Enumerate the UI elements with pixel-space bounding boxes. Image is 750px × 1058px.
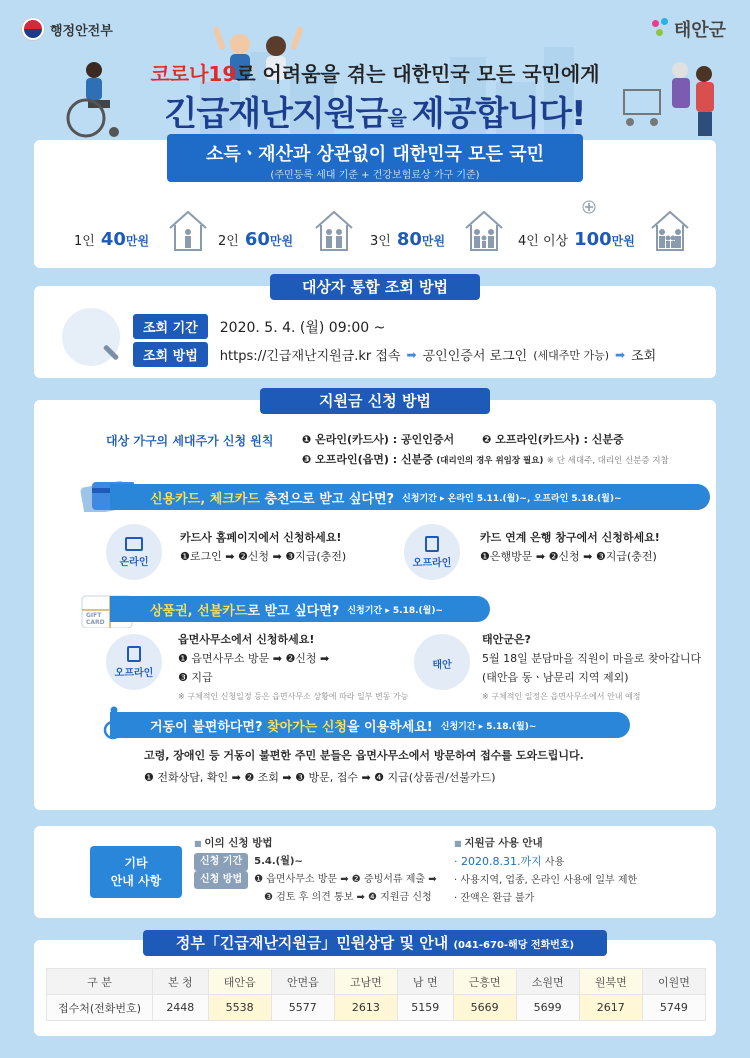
lookup-method-row [133, 342, 656, 367]
voucher-offline-note: ※ 구체적인 신청일정 등은 읍면사무소 상황에 따라 일부 변동 가능 [178, 692, 409, 701]
amount-unit: 만원 [421, 234, 446, 248]
usage-deadline-suffix: 사용 [541, 857, 565, 868]
voucher-offline-badge [106, 634, 162, 690]
lookup-method-tag: 조회 방법 [133, 342, 208, 367]
house-1-icon [166, 208, 210, 252]
apply-principle: 대상 가구의 세대주가 신청 원칙 [106, 434, 274, 448]
lookup-title: 대상자 통합 조회 방법 [270, 274, 480, 300]
lookup-period-value: 2020. 5. 4. (월) 09:00 ~ [219, 319, 386, 336]
ministry-logo [22, 18, 113, 40]
lookup-period-row [133, 314, 385, 339]
lookup-url[interactable]: https://긴급재난지원금.kr 접속 [219, 349, 401, 364]
table-header-row [47, 969, 706, 995]
table-header-cell: 태안읍 [208, 969, 271, 995]
lookup-period-tag: 조회 기간 [133, 314, 208, 339]
principle-online: ❶ 온라인(카드사) : 공인인증서 [302, 433, 455, 446]
card-section-title [150, 488, 394, 507]
taean-info [482, 630, 701, 706]
taean-badge [414, 634, 470, 690]
card-section-title-rest: 충전으로 받고 싶다면? [259, 491, 395, 507]
table-cell: 2617 [579, 995, 642, 1021]
contact-title-text: 정부「긴급재난지원금」민원상담 및 안내 [175, 934, 449, 952]
visit-description: 고령, 장애인 등 거동이 불편한 주민 분들은 읍면사무소에서 방문하여 접수를 도와드립니다. [144, 749, 584, 762]
house-3-icon [462, 208, 506, 252]
amount-value: 40 [100, 229, 126, 250]
objection-head: ■ 이의 신청 방법 [194, 834, 437, 853]
lookup-panel [34, 278, 716, 378]
voucher-offline-steps-2: ❸ 지급 [178, 671, 213, 684]
table-header-cell: 구 분 [47, 969, 153, 995]
amount-value: 80 [396, 229, 422, 250]
table-header-cell: 소원면 [516, 969, 579, 995]
county-name: 태안군 [673, 20, 726, 41]
voucher-offline-info [178, 630, 409, 706]
usage-info [454, 834, 637, 908]
voucher-section-title [150, 600, 339, 619]
online-badge [106, 524, 162, 580]
apply-panel [34, 392, 716, 810]
table-header-cell: 원북면 [579, 969, 642, 995]
building-icon [127, 646, 141, 662]
visit-title-highlight: 찾아가는 신청 [267, 719, 347, 735]
principle-offline-card: ❷ 오프라인(카드사) : 신분증 [482, 433, 624, 446]
headline-title [0, 86, 750, 135]
table-header-cell: 안면읍 [271, 969, 334, 995]
card-section-period: 신청기간 ▸ 온라인 5.11.(월)~, 오프라인 5.18.(월)~ [402, 493, 622, 504]
usage-head: ■ 지원금 사용 안내 [454, 834, 637, 853]
house-2-icon [312, 208, 356, 252]
table-cell: 접수처(전화번호) [47, 995, 153, 1021]
county-logo [652, 16, 726, 42]
monitor-icon [125, 537, 143, 551]
other-info-label-1: 기타 [124, 856, 148, 870]
offline-head: 카드 연계 은행 창구에서 신청하세요! [480, 531, 660, 544]
amount-value: 60 [244, 229, 270, 250]
card-section-title-highlight: 신용카드, 체크카드 [150, 491, 260, 507]
taean-note: ※ 구체적인 일정은 읍면사무소에서 안내 예정 [482, 692, 641, 701]
objection-method-2: ❸ 검토 후 의견 통보 ➡ ❹ 지원금 신청 [264, 892, 432, 903]
household-size: 1인 [74, 234, 95, 249]
table-header-cell: 근흥면 [453, 969, 516, 995]
contact-table [46, 968, 706, 1021]
lookup-step-inquiry: 조회 [631, 349, 657, 364]
visit-title-a: 거동이 불편하다면? [150, 719, 268, 735]
objection-method-tag: 신청 방법 [194, 871, 248, 889]
table-header-cell: 본 청 [153, 969, 209, 995]
objection-period-tag: 신청 기간 [194, 853, 248, 871]
voucher-section-title-highlight: 상품권, 선불카드 [150, 603, 248, 619]
amount-label [370, 229, 445, 250]
online-label: 온라인 [119, 556, 149, 568]
ministry-emblem-icon [22, 18, 44, 40]
usage-restriction: · 사용지역, 업종, 온라인 사용에 일부 제한 [454, 875, 638, 886]
online-head: 카드사 홈페이지에서 신청하세요! [180, 531, 342, 544]
table-header-cell: 남 면 [397, 969, 453, 995]
arrow-right-icon: ➡ [615, 347, 626, 362]
household-size: 3인 [370, 234, 391, 249]
voucher-offline-steps-1: ❶ 읍면사무소 방문 ➡ ❷신청 ➡ [178, 652, 330, 665]
amount-unit: 만원 [269, 234, 294, 248]
building-icon [425, 536, 439, 552]
amount-label [74, 229, 149, 250]
amount-unit: 만원 [125, 234, 150, 248]
voucher-offline-head: 읍면사무소에서 신청하세요! [178, 633, 315, 646]
visit-section-bar [110, 712, 630, 738]
amount-item [218, 204, 368, 254]
eligibility-title: 소득ㆍ재산과 상관없이 대한민국 모든 국민 [205, 144, 545, 165]
table-cell: 2613 [334, 995, 397, 1021]
search-person-icon [62, 308, 120, 366]
taean-line-1: 5월 18일 분담마을 직원이 마을로 찾아갑니다 [482, 652, 702, 665]
amount-item [74, 204, 214, 254]
amount-unit: 만원 [611, 234, 635, 248]
amount-item [518, 204, 714, 254]
offline-steps: ❶은행방문 ➡ ❷신청 ➡ ❸지급(충전) [480, 550, 657, 563]
plus-icon [582, 200, 596, 214]
gift-card-label: GIFT CARD [86, 612, 105, 626]
eligibility-panel [34, 140, 716, 268]
amount-value: 100 [574, 229, 612, 250]
voucher-section-period: 신청기간 ▸ 5.18.(월)~ [347, 605, 443, 616]
voucher-offline-label: 오프라인 [114, 667, 154, 679]
contact-title-phone: (041-670-해당 전화번호) [453, 940, 575, 951]
visit-steps: ❶ 전화상담, 확인 ➡ ❷ 조회 ➡ ❸ 방문, 접수 ➡ ❹ 지급(상품권/선불카드) [144, 771, 496, 784]
county-emblem-icon [652, 18, 670, 40]
voucher-section-title-rest: 로 받고 싶다면? [247, 603, 340, 619]
headline-rest-text: 로 어려움을 겪는 대한민국 모든 국민에게 [236, 62, 600, 86]
voucher-section-bar [110, 596, 490, 622]
visit-title-c: 을 이용하세요! [346, 719, 433, 735]
house-4-icon [648, 208, 692, 252]
headline-end-text: 제공합니다! [411, 94, 586, 134]
apply-title: 지원금 신청 방법 [260, 388, 490, 414]
taean-line-2: (태안읍 동ㆍ남문리 지역 제외) [482, 671, 629, 684]
taean-head: 태안군은? [482, 633, 531, 646]
objection-period: 5.4.(월)~ [254, 856, 303, 867]
table-row [47, 995, 706, 1021]
offline-badge [404, 524, 460, 580]
eligibility-banner [167, 134, 583, 182]
principle-proxy-note: (대리인의 경우 위임장 필요) [436, 456, 544, 466]
offline-info [480, 528, 660, 566]
principle-id-note: ※ 단 세대주, 대리인 신분증 지참 [546, 456, 669, 466]
eligibility-subtitle: (주민등록 세대 기준 + 건강보험료상 가구 기준) [270, 170, 480, 181]
headline-subtitle [0, 58, 750, 87]
card-section-bar [110, 484, 710, 510]
amount-item [370, 204, 520, 254]
offline-label: 오프라인 [412, 557, 452, 569]
other-info-label-2: 안내 사항 [110, 874, 162, 888]
online-info [180, 528, 346, 566]
table-cell: 5577 [271, 995, 334, 1021]
apply-principle-items [302, 430, 669, 471]
usage-deadline: · 2020.8.31.까지 [454, 855, 542, 868]
table-cell: 5699 [516, 995, 579, 1021]
other-info-panel [34, 826, 716, 918]
contact-title [143, 930, 607, 956]
amount-list [34, 204, 716, 254]
headline-big-text: 긴급재난지원금 [164, 94, 388, 134]
usage-no-refund: · 잔액은 환급 불가 [454, 893, 535, 904]
arrow-right-icon: ➡ [406, 347, 417, 362]
headline-mid-text: 을 [387, 106, 412, 130]
ministry-name: 행정안전부 [50, 23, 113, 39]
other-info-label [90, 846, 182, 898]
visit-section-title [150, 716, 433, 735]
contact-panel [34, 934, 716, 1036]
table-cell: 5749 [642, 995, 705, 1021]
table-cell: 5159 [397, 995, 453, 1021]
table-cell: 5538 [208, 995, 271, 1021]
table-header-cell: 고남면 [334, 969, 397, 995]
taean-label: 태안 [432, 659, 452, 671]
objection-method-1: ❶ 읍면사무소 방문 ➡ ❷ 증빙서류 제출 ➡ [254, 874, 437, 885]
table-cell: 2448 [153, 995, 209, 1021]
table-header-cell: 이원면 [642, 969, 705, 995]
table-cell: 5669 [453, 995, 516, 1021]
household-size: 2인 [218, 234, 239, 249]
household-size: 4인 이상 [518, 234, 569, 249]
lookup-step-login: 공인인증서 로그인 [422, 349, 528, 364]
amount-label [518, 229, 635, 250]
objection-info [194, 834, 437, 907]
principle-offline-office: ❸ 오프라인(읍면) : 신분증 [302, 453, 433, 466]
amount-label [218, 229, 293, 250]
visit-section-period: 신청기간 ▸ 5.18.(월)~ [440, 721, 537, 732]
lookup-step-login-note: (세대주만 가능) [533, 348, 610, 362]
headline-red-text: 코로나19 [150, 62, 237, 86]
online-steps: ❶로그인 ➡ ❷신청 ➡ ❸지급(충전) [180, 550, 347, 563]
